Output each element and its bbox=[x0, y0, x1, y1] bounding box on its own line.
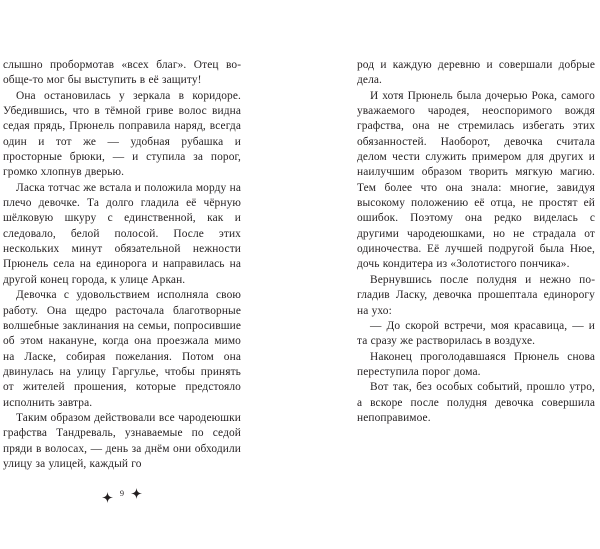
paragraph: Вернувшись после полудня и нежно погладив Ласку, девочка прошептала единорогу на ухо: bbox=[357, 273, 595, 317]
paragraph: Девочка с удовольствием исполняла свою работу. Она щедро расточала благотворные волшебные заклинания на семьи, попросившие об этом накануне, когда она проезжала мимо на Ласке, собирая пожелания. Потом она двинулась на улицу Гаргулье, чтобы принять от жителей прошения, которые предстояло исполнить завтра. bbox=[3, 289, 241, 409]
paragraph: Вот так, без особых событий, прошло утро, а вскоре после полудня девочка совершила непоправимое. bbox=[357, 381, 595, 424]
right-page-text-block bbox=[357, 58, 595, 426]
paragraph: слышно пробормотав «всех благ». Отец вообще-то мог бы выступить в её защиту! bbox=[3, 59, 241, 87]
folio bbox=[3, 487, 241, 503]
four-pointed-star-icon bbox=[131, 488, 142, 499]
page-number: 9 bbox=[119, 488, 125, 498]
four-pointed-star-icon bbox=[102, 492, 113, 503]
paragraph: Она остановилась у зеркала в коридоре. Убедившись, что в тёмной гриве волос видна седая прядь, Прюнель поправила наряд, всегда один и тот же — удобная рубашка и просторные брюки, — и ступила за порог, громко хлопнув дверью. bbox=[3, 89, 241, 179]
left-page bbox=[3, 58, 241, 472]
paragraph: Таким образом действовали все чародеюшки графства Тандреваль, узнаваемые по седой пряди в волосах, — день за днём они обходили улицу за улицей, каждый го bbox=[3, 411, 241, 470]
paragraph: — До скорой встречи, моя красавица, — и та сразу же растворилась в воздухе. bbox=[357, 319, 595, 348]
paragraph: Ласка тотчас же встала и положила морду на плечо девочке. Та долго гладила её чёрную шёлковую шкуру с единственной, как и следовало, белой полосой. После этих нескольких минут обязательной нежности Прюнель села на единорога и направилась на другой конец города, к улице Аркан. bbox=[3, 181, 241, 286]
left-page-text-block bbox=[3, 58, 241, 472]
paragraph: род и каждую деревню и совершали добрые дела. bbox=[357, 59, 595, 87]
right-page bbox=[357, 58, 595, 426]
paragraph: Наконец проголодавшаяся Прюнель снова переступила порог дома. bbox=[357, 350, 595, 378]
paragraph: И хотя Прюнель была дочерью Рока, самого уважаемого чародея, неоспоримого вождя графства, она не стремилась избегать этих обязанностей. Наоборот, девочка считала делом чести служить примером для других и наилучшим образом творить мягкую магию. Тем более что она знала: многие, завидуя высокому положению её отца, не простят ей ошибок. Поэтому она редко виделась с другими чародеюшками, но не страдала от одиночества. Её лучшей подругой была Нюе, дочь кондитера из «Золотистого пончика». bbox=[357, 89, 595, 271]
